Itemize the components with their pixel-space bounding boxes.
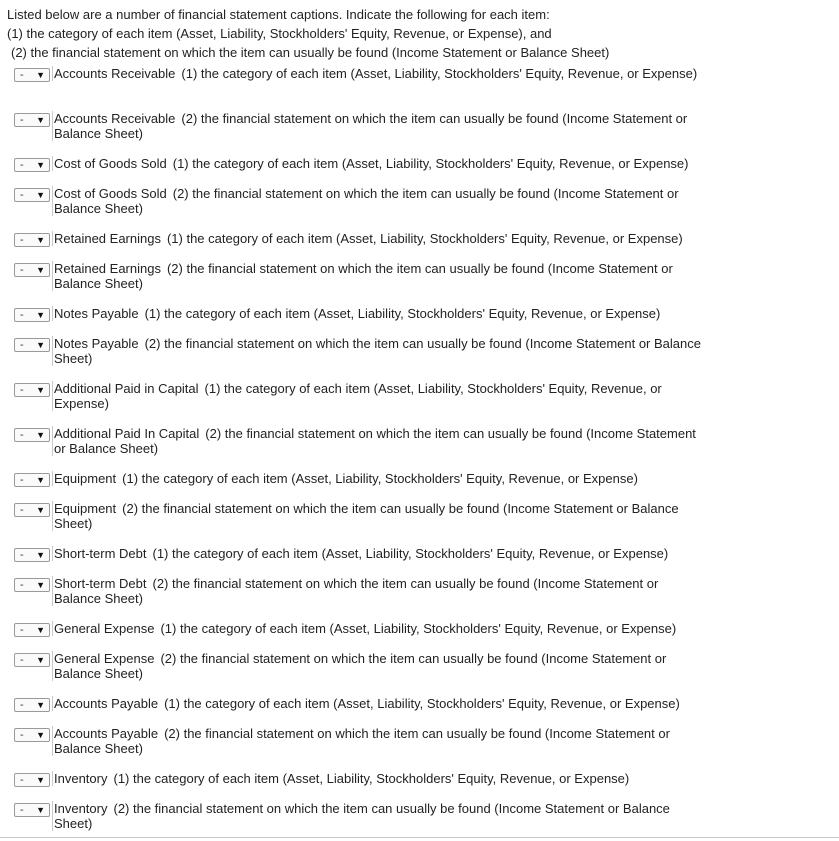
item-prompt: (1) the category of each item (Asset, Liability, Stockholders' Equity, Revenue, or Expense) xyxy=(181,66,698,81)
dropdown-arrow-icon: ▼ xyxy=(36,310,45,320)
answer-dropdown[interactable] xyxy=(14,263,50,277)
dropdown-arrow-icon: ▼ xyxy=(36,775,45,785)
item-prompt: (2) the financial statement on which the item can usually be found (Income Statement or Balance Sheet) xyxy=(54,426,696,456)
answer-dropdown[interactable] xyxy=(14,698,50,712)
item-prompt: (2) the financial statement on which the item can usually be found (Income Statement or Balance Sheet) xyxy=(54,576,659,606)
item-name: Additional Paid in Capital xyxy=(54,381,199,396)
answer-dropdown[interactable] xyxy=(14,308,50,322)
item-name: Accounts Receivable xyxy=(54,66,176,81)
dropdown-arrow-icon: ▼ xyxy=(36,235,45,245)
dropdown-value: - xyxy=(20,264,24,276)
answer-dropdown[interactable] xyxy=(14,653,50,667)
dropdown-arrow-icon: ▼ xyxy=(36,550,45,560)
item-prompt: (2) the financial statement on which the item can usually be found (Income Statement or Balance Sheet) xyxy=(54,726,670,756)
bottom-divider xyxy=(0,837,839,838)
dropdown-arrow-icon: ▼ xyxy=(36,160,45,170)
dropdown-value: - xyxy=(20,504,24,516)
question-text xyxy=(52,576,704,606)
dropdown-arrow-icon: ▼ xyxy=(36,190,45,200)
dropdown-value: - xyxy=(20,654,24,666)
question-text xyxy=(52,546,704,561)
dropdown-value: - xyxy=(20,774,24,786)
dropdown-arrow-icon: ▼ xyxy=(36,70,45,80)
dropdown-arrow-icon: ▼ xyxy=(36,805,45,815)
dropdown-value: - xyxy=(20,729,24,741)
answer-dropdown[interactable] xyxy=(14,803,50,817)
answer-dropdown[interactable] xyxy=(14,113,50,127)
dropdown-value: - xyxy=(20,429,24,441)
item-name: Notes Payable xyxy=(54,306,139,321)
dropdown-value: - xyxy=(20,114,24,126)
dropdown-arrow-icon: ▼ xyxy=(36,625,45,635)
answer-dropdown[interactable] xyxy=(14,473,50,487)
item-name: Short-term Debt xyxy=(54,576,147,591)
item-prompt: (1) the category of each item (Asset, Liability, Stockholders' Equity, Revenue, or Expense) xyxy=(54,381,662,411)
item-name: Inventory xyxy=(54,771,108,786)
item-prompt: (1) the category of each item (Asset, Liability, Stockholders' Equity, Revenue, or Expense) xyxy=(113,771,630,786)
question-text xyxy=(52,726,704,756)
dropdown-arrow-icon: ▼ xyxy=(36,700,45,710)
item-name: General Expense xyxy=(54,621,155,636)
instructions xyxy=(7,5,609,62)
question-text xyxy=(52,111,704,141)
item-prompt: (1) the category of each item (Asset, Liability, Stockholders' Equity, Revenue, or Expense) xyxy=(172,156,689,171)
item-prompt: (1) the category of each item (Asset, Liability, Stockholders' Equity, Revenue, or Expense) xyxy=(166,231,683,246)
dropdown-value: - xyxy=(20,549,24,561)
dropdown-arrow-icon: ▼ xyxy=(36,655,45,665)
answer-dropdown[interactable] xyxy=(14,728,50,742)
answer-dropdown[interactable] xyxy=(14,233,50,247)
question-text xyxy=(52,426,704,456)
dropdown-value: - xyxy=(20,474,24,486)
answer-dropdown[interactable] xyxy=(14,338,50,352)
question-text xyxy=(52,381,704,411)
item-prompt: (2) the financial statement on which the item can usually be found (Income Statement or Balance Sheet) xyxy=(54,501,679,531)
dropdown-value: - xyxy=(20,309,24,321)
dropdown-value: - xyxy=(20,159,24,171)
answer-dropdown[interactable] xyxy=(14,158,50,172)
item-name: Cost of Goods Sold xyxy=(54,186,167,201)
dropdown-value: - xyxy=(20,804,24,816)
answer-dropdown[interactable] xyxy=(14,623,50,637)
item-name: Short-term Debt xyxy=(54,546,147,561)
answer-dropdown[interactable] xyxy=(14,773,50,787)
item-prompt: (1) the category of each item (Asset, Liability, Stockholders' Equity, Revenue, or Expense) xyxy=(152,546,669,561)
item-name: Retained Earnings xyxy=(54,261,161,276)
item-prompt: (1) the category of each item (Asset, Liability, Stockholders' Equity, Revenue, or Expense) xyxy=(160,621,677,636)
question-text xyxy=(52,501,704,531)
answer-dropdown[interactable] xyxy=(14,578,50,592)
question-text xyxy=(52,66,704,81)
instructions-line-1: Listed below are a number of financial statement captions. Indicate the following for each item: xyxy=(7,7,550,22)
dropdown-value: - xyxy=(20,624,24,636)
item-name: Equipment xyxy=(54,501,117,516)
answer-dropdown[interactable] xyxy=(14,548,50,562)
item-name: Inventory xyxy=(54,801,108,816)
question-text xyxy=(52,306,704,321)
item-name: Retained Earnings xyxy=(54,231,161,246)
item-name: General Expense xyxy=(54,651,155,666)
item-name: Equipment xyxy=(54,471,117,486)
dropdown-value: - xyxy=(20,339,24,351)
dropdown-arrow-icon: ▼ xyxy=(36,475,45,485)
question-text xyxy=(52,261,704,291)
item-prompt: (1) the category of each item (Asset, Liability, Stockholders' Equity, Revenue, or Expense) xyxy=(122,471,638,486)
question-text xyxy=(52,696,704,711)
question-text xyxy=(52,186,704,216)
dropdown-value: - xyxy=(20,69,24,81)
dropdown-arrow-icon: ▼ xyxy=(36,265,45,275)
item-name: Accounts Payable xyxy=(54,726,159,741)
dropdown-value: - xyxy=(20,579,24,591)
question-text xyxy=(52,336,704,366)
dropdown-arrow-icon: ▼ xyxy=(36,505,45,515)
dropdown-arrow-icon: ▼ xyxy=(36,580,45,590)
question-text xyxy=(52,651,704,681)
question-text xyxy=(52,231,704,246)
dropdown-arrow-icon: ▼ xyxy=(36,730,45,740)
item-name: Accounts Payable xyxy=(54,696,159,711)
answer-dropdown[interactable] xyxy=(14,503,50,517)
answer-dropdown[interactable] xyxy=(14,383,50,397)
item-prompt: (2) the financial statement on which the item can usually be found (Income Statement or Balance Sheet) xyxy=(54,261,673,291)
instructions-line-2: (1) the category of each item (Asset, Liability, Stockholders' Equity, Revenue, or Expense), and xyxy=(7,26,552,41)
instructions-line-3: (2) the financial statement on which the item can usually be found (Income Statement or Balance Sheet) xyxy=(11,45,610,60)
dropdown-value: - xyxy=(20,189,24,201)
dropdown-arrow-icon: ▼ xyxy=(36,430,45,440)
question-text xyxy=(52,621,704,636)
item-name: Additional Paid In Capital xyxy=(54,426,200,441)
dropdown-value: - xyxy=(20,234,24,246)
item-prompt: (1) the category of each item (Asset, Liability, Stockholders' Equity, Revenue, or Expense) xyxy=(144,306,661,321)
answer-dropdown[interactable] xyxy=(14,68,50,82)
item-prompt: (2) the financial statement on which the item can usually be found (Income Statement or Balance Sheet) xyxy=(54,651,667,681)
item-prompt: (2) the financial statement on which the item can usually be found (Income Statement or Balance Sheet) xyxy=(54,801,670,831)
dropdown-arrow-icon: ▼ xyxy=(36,115,45,125)
item-prompt: (2) the financial statement on which the item can usually be found (Income Statement or Balance Sheet) xyxy=(54,111,688,141)
item-prompt: (2) the financial statement on which the item can usually be found (Income Statement or Balance Sheet) xyxy=(54,186,679,216)
answer-dropdown[interactable] xyxy=(14,428,50,442)
question-text xyxy=(52,156,704,171)
item-prompt: (1) the category of each item (Asset, Liability, Stockholders' Equity, Revenue, or Expense) xyxy=(164,696,680,711)
item-prompt: (2) the financial statement on which the item can usually be found (Income Statement or Balance Sheet) xyxy=(54,336,701,366)
item-name: Notes Payable xyxy=(54,336,139,351)
question-text xyxy=(52,801,704,831)
answer-dropdown[interactable] xyxy=(14,188,50,202)
item-name: Accounts Receivable xyxy=(54,111,176,126)
dropdown-arrow-icon: ▼ xyxy=(36,385,45,395)
question-text xyxy=(52,471,704,486)
dropdown-arrow-icon: ▼ xyxy=(36,340,45,350)
question-text xyxy=(52,771,704,786)
item-name: Cost of Goods Sold xyxy=(54,156,167,171)
dropdown-value: - xyxy=(20,384,24,396)
dropdown-value: - xyxy=(20,699,24,711)
